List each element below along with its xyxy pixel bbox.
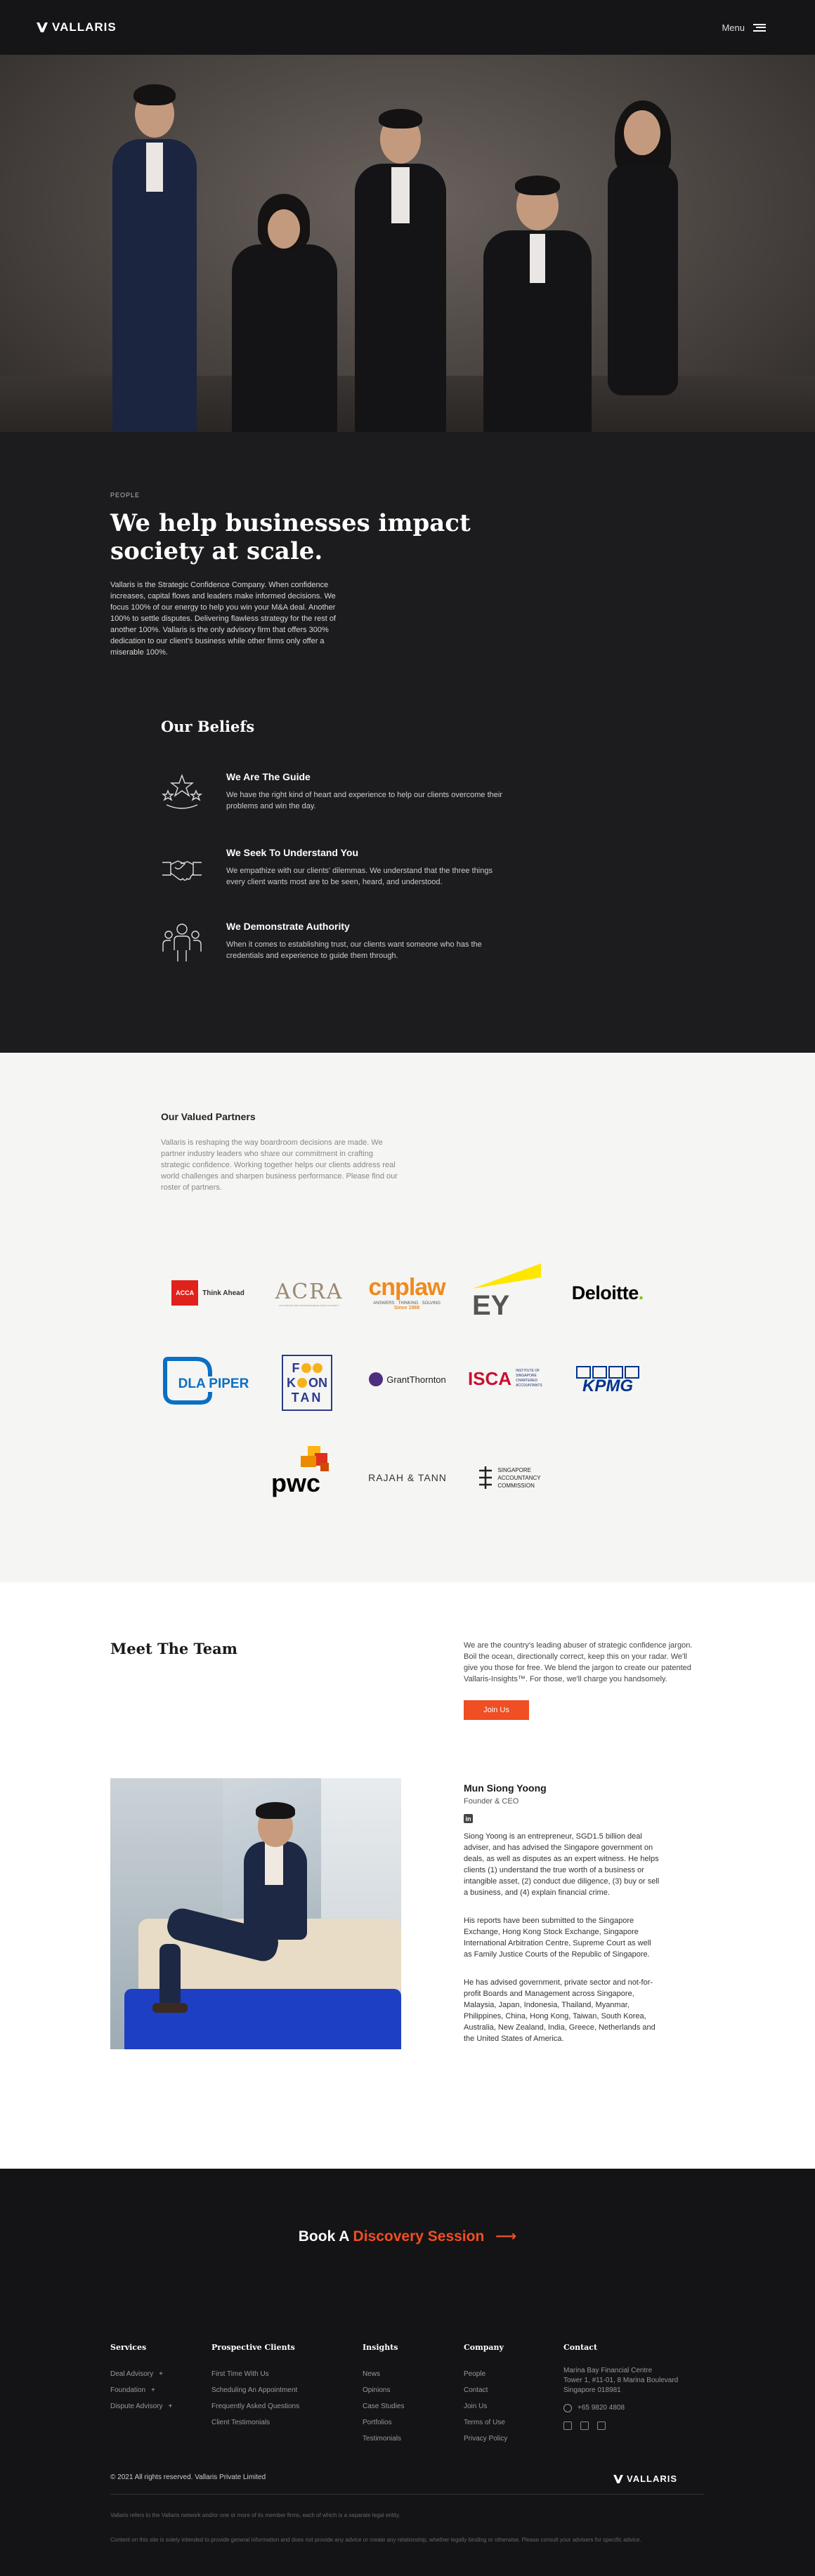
footer-link[interactable]: Join Us — [464, 2403, 488, 2410]
pwc-wordmark: pwc — [271, 1468, 321, 1497]
belief-title: We Are The Guide — [226, 771, 311, 782]
join-us-button[interactable]: Join Us — [464, 1700, 529, 1720]
site-footer — [0, 2309, 815, 2576]
team-intro: We are the country's leading abuser of strategic confidence jargon. Boil the ocean, directionally correct, keep this on your radar. We'll give you those for free. We blend the jargon to create our patented Vallaris-Insights™. For those, we'll charge you handsomely. — [464, 1641, 693, 1683]
partner-logo-pwc[interactable] — [268, 1446, 342, 1502]
belief-title: We Demonstrate Authority — [226, 921, 350, 932]
footer-link[interactable]: People — [464, 2370, 486, 2378]
cnplaw-since: Since 1988 — [393, 1306, 420, 1310]
handshake-icon — [161, 847, 203, 889]
partner-logo-acra[interactable] — [274, 1274, 344, 1313]
footer-divider — [110, 2494, 705, 2495]
partner-logo-acca[interactable] — [166, 1279, 250, 1307]
people-icon — [161, 921, 203, 963]
about-text: Vallaris is the Strategic Confidence Company. When confidence increases, capital flows and leaders make informed decisions. We focus 100% of our energy to help you win your M&A deal. Another 100% to settle disputes. Delivering flawless strategy for the rest of another 100%. Vallaris is the only advisory firm that offers 300% dedication to our client's business while other firms only offer a miserable 100%. — [110, 581, 336, 657]
footer-heading: Insights — [363, 2343, 398, 2352]
fkt-circle — [313, 1363, 322, 1373]
kpmg-wordmark: KPMG — [582, 1376, 633, 1395]
partner-logo-fok-kon-tan[interactable] — [282, 1355, 332, 1411]
partner-logo-deloitte[interactable] — [562, 1279, 653, 1307]
partner-logo-cnplaw[interactable] — [361, 1269, 452, 1315]
footer-disclaimer: Vallaris refers to the Vallaris network and/or one or more of its member firms, each of which is a separate legal entity. — [110, 2512, 400, 2518]
acca-mark: ACCA — [171, 1280, 198, 1306]
cta-accent: Discovery Session — [353, 2228, 485, 2245]
acca-tagline: Think Ahead — [202, 1289, 244, 1297]
belief-item — [161, 921, 512, 977]
grant-thornton-wordmark: GrantThornton — [386, 1374, 446, 1385]
partner-logo-grant-thornton[interactable] — [362, 1369, 453, 1390]
acra-wordmark: ACRA — [275, 1280, 344, 1304]
footer-link[interactable]: Opinions — [363, 2386, 391, 2394]
footer-link[interactable]: Dispute Advisory + — [110, 2398, 172, 2414]
belief-item — [161, 847, 512, 903]
section-eyebrow: PEOPLE — [110, 492, 141, 499]
member-name: Mun Siong Yoong — [464, 1782, 547, 1794]
footer-link[interactable]: Scheduling An Appointment — [211, 2386, 298, 2394]
partners-text: Vallaris is reshaping the way boardroom decisions are made. We partner industry leaders who share our commitment in crafting strategic confidence. Working together helps our clients address real world challenges and sharpen business performance. Please find our roster of partners. — [161, 1138, 398, 1192]
about-heading: We help businesses impact society at scale. — [110, 509, 471, 565]
contact-phone[interactable]: +65 9820 4808 — [563, 2400, 678, 2416]
fkt-circle — [297, 1378, 307, 1388]
footer-link[interactable]: Client Testimonials — [211, 2419, 270, 2426]
belief-text: We empathize with our clients' dilemmas. We understand that the three things every client wants most are to be seen, heard, and understood. — [226, 867, 493, 886]
founder-photo — [110, 1778, 401, 2049]
team-person — [228, 167, 341, 432]
plus-icon: + — [168, 2403, 173, 2410]
dla-piper-wordmark: DLA PIPER — [176, 1376, 252, 1392]
member-bio: Siong Yoong is an entrepreneur, SGD1.5 billion deal adviser, and has advised the Singapore government on deals, as well as disputes as an expert witness. He helps clients (1) understand the true worth of a business or intangible asset, (2) conduct due diligence, (3) buy or sell a business, and (4) explain financial crime. — [464, 1832, 660, 1897]
about-section — [0, 432, 815, 1053]
partner-logo-dla-piper[interactable] — [161, 1352, 252, 1408]
cnplaw-wordmark: cnplaw — [368, 1274, 445, 1301]
partner-logo-rajah-tann[interactable] — [362, 1467, 453, 1488]
member-bio: He has advised government, private sector and not-for-profit Boards and Management across Singapore, Malaysia, Japan, Indonesia, Thailand, Myanmar, Philippines, China, Hong Kong, Taiwan, South Korea, Australia, New Zealand, India, Greece, Netherlands and the United States of America. — [464, 1978, 656, 2043]
footer-link[interactable]: Contact — [464, 2386, 488, 2394]
footer-link[interactable]: Case Studies — [363, 2403, 405, 2410]
cnplaw-subtitle: ANSWERS · THINKING · SOLVING — [373, 1301, 441, 1306]
belief-title: We Seek To Understand You — [226, 847, 359, 858]
team-person — [597, 86, 689, 432]
member-role: Founder & CEO — [464, 1797, 519, 1806]
footer-heading: Services — [110, 2343, 147, 2352]
footer-heading: Contact — [563, 2343, 598, 2352]
sac-line-2: ACCOUNTANCY — [497, 1474, 541, 1481]
arrow-right-icon: ⟶ — [495, 2228, 517, 2245]
fkt-letters-tan: TAN — [291, 1390, 323, 1405]
team-section — [0, 1582, 815, 2169]
footer-heading: Prospective Clients — [211, 2343, 295, 2352]
isca-wordmark: ISCA — [467, 1367, 512, 1389]
belief-text: When it comes to establishing trust, our clients want someone who has the credentials and experience to guide them through. — [226, 940, 482, 960]
vallaris-logo-icon — [37, 22, 48, 32]
cta-section — [0, 2169, 815, 2309]
acra-subtitle: ACCOUNTING AND CORPORATE REGULATORY AUTHORITY — [279, 1304, 339, 1307]
footer-heading: Company — [464, 2343, 504, 2352]
partners-section — [0, 1053, 815, 1582]
copyright: © 2021 All rights reserved. Vallaris Private Limited — [110, 2473, 266, 2481]
footer-services — [110, 2343, 172, 2414]
footer-link[interactable]: Portfolios — [363, 2419, 392, 2426]
site-header — [0, 0, 815, 55]
stars-icon — [161, 771, 203, 813]
whatsapp-icon — [563, 2404, 572, 2412]
footer-contact — [563, 2343, 678, 2430]
book-discovery-link[interactable] — [0, 2228, 815, 2245]
partner-logo-isca[interactable] — [464, 1365, 555, 1393]
partner-logo-ey[interactable] — [472, 1263, 542, 1320]
footer-link[interactable]: News — [363, 2370, 381, 2378]
fkt-letter-k: K — [287, 1375, 296, 1390]
footer-link[interactable]: Frequently Asked Questions — [211, 2403, 300, 2410]
plus-icon: + — [151, 2386, 155, 2394]
footer-prospective — [211, 2343, 299, 2431]
footer-link[interactable]: Privacy Policy — [464, 2435, 508, 2443]
plus-icon: + — [159, 2370, 163, 2378]
footer-brand-logo[interactable]: VALLARIS — [613, 2473, 677, 2484]
facebook-icon[interactable] — [563, 2421, 572, 2430]
team-heading: Meet The Team — [110, 1640, 237, 1657]
cta-prefix: Book A — [298, 2228, 353, 2245]
menu-label: Menu — [722, 22, 745, 33]
fkt-letter-f: F — [292, 1360, 300, 1375]
hamburger-icon — [753, 24, 766, 32]
partners-heading: Our Valued Partners — [161, 1111, 256, 1122]
footer-link[interactable]: Deal Advisory + — [110, 2366, 172, 2382]
member-bio: His reports have been submitted to the Singapore Exchange, Hong Kong Stock Exchange, Singapore International Arbitration Centre, Supreme Court as well as Family Justice Courts of the Republic of Singapore. — [464, 1917, 651, 1959]
rajah-tann-wordmark: RAJAH & TANN — [368, 1472, 447, 1483]
partner-logo-kpmg[interactable] — [573, 1366, 643, 1394]
linkedin-icon[interactable]: in — [464, 1814, 473, 1823]
social-links — [563, 2421, 678, 2430]
brand-name: VALLARIS — [52, 20, 117, 34]
footer-insights — [363, 2343, 404, 2447]
footer-company — [464, 2343, 507, 2447]
team-person — [348, 93, 453, 432]
sac-line-1: SINGAPORE — [497, 1466, 531, 1473]
footer-link[interactable]: First Time With Us — [211, 2370, 269, 2378]
footer-link[interactable]: Foundation + — [110, 2382, 172, 2398]
fkt-letters-on: ON — [308, 1375, 327, 1390]
youtube-icon[interactable] — [597, 2421, 606, 2430]
footer-link[interactable]: Testimonials — [363, 2435, 402, 2443]
brand-logo[interactable] — [37, 20, 117, 34]
vallaris-logo-icon — [613, 2475, 623, 2483]
deloitte-wordmark: Deloitte — [571, 1282, 639, 1303]
ey-wordmark: EY — [472, 1290, 510, 1321]
footer-link[interactable]: Terms of Use — [464, 2419, 505, 2426]
team-person — [105, 69, 204, 432]
contact-address: Marina Bay Financial Centre Tower 1, #11-01, 8 Marina Boulevard Singapore 018981 — [563, 2367, 679, 2394]
fkt-circle — [301, 1363, 311, 1373]
deloitte-dot: . — [638, 1282, 644, 1303]
isca-subtitle: INSTITUTE OF SINGAPORE CHARTERED ACCOUNTANTS — [516, 1369, 542, 1388]
beliefs-heading: Our Beliefs — [161, 718, 255, 735]
belief-text: We have the right kind of heart and experience to help our clients overcome their problems and win the day. — [226, 791, 502, 810]
partner-logo-sac[interactable] — [464, 1460, 555, 1495]
belief-item — [161, 771, 512, 827]
linkedin-icon[interactable] — [580, 2421, 589, 2430]
grant-thornton-icon — [369, 1372, 383, 1386]
sac-logo-icon — [478, 1465, 493, 1490]
footer-disclaimer: Content on this site is solely intended to provide general information and does not provide any advice or create any relationship, whether legally binding or otherwise. Please consult your advisers for specific advice. — [110, 2537, 641, 2543]
sac-line-3: COMMISSION — [497, 1482, 535, 1489]
menu-button[interactable] — [722, 22, 766, 33]
hero-team-photo — [0, 55, 815, 432]
team-person — [478, 160, 597, 432]
